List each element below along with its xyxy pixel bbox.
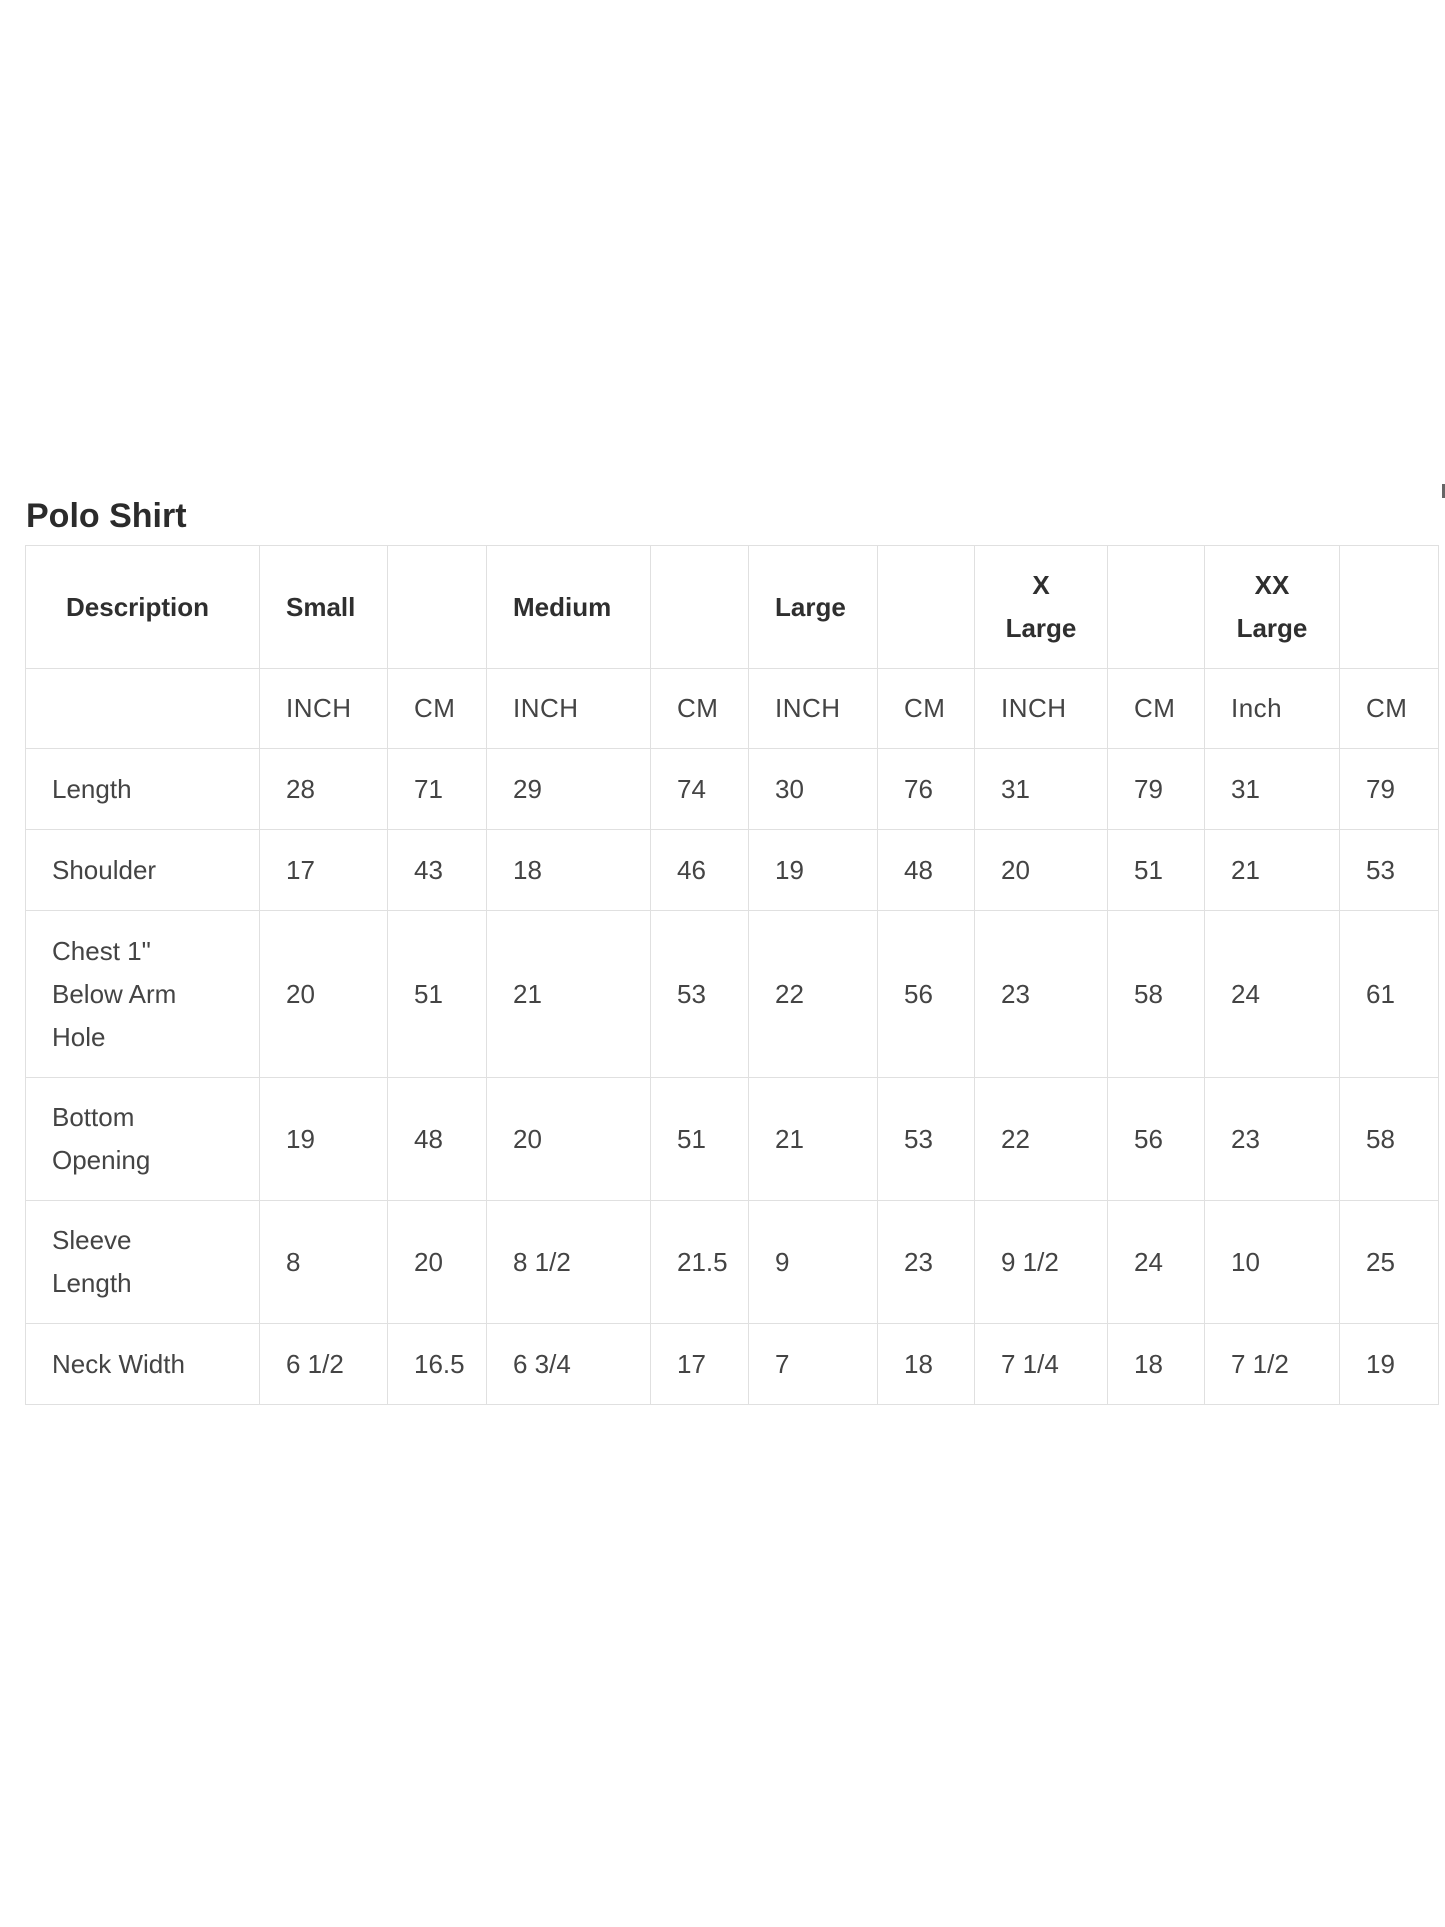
table-cell: 48 (388, 1078, 487, 1201)
unit-cell: INCH (749, 669, 878, 749)
table-row (26, 749, 1439, 830)
row-label: Neck Width (26, 1324, 260, 1405)
table-cell: 74 (651, 749, 749, 830)
table-cell: 46 (651, 830, 749, 911)
table-cell: 17 (651, 1324, 749, 1405)
table-cell: 21 (1205, 830, 1340, 911)
page-title: Polo Shirt (26, 497, 187, 535)
unit-cell: Inch (1205, 669, 1340, 749)
table-cell: 9 1/2 (975, 1201, 1108, 1324)
table-cell: 51 (1108, 830, 1205, 911)
table-cell: 18 (487, 830, 651, 911)
table-cell: 7 (749, 1324, 878, 1405)
table-row (26, 911, 1439, 1078)
header-cell-large: Large (749, 546, 878, 669)
size-header-row (26, 546, 1439, 669)
table-cell: 71 (388, 749, 487, 830)
unit-cell: CM (1108, 669, 1205, 749)
table-cell: 20 (260, 911, 388, 1078)
table-cell: 21.5 (651, 1201, 749, 1324)
header-cell-small: Small (260, 546, 388, 669)
table-cell: 51 (388, 911, 487, 1078)
table-cell: 79 (1108, 749, 1205, 830)
header-cell-blank (878, 546, 975, 669)
table-cell: 10 (1205, 1201, 1340, 1324)
table-cell: 23 (1205, 1078, 1340, 1201)
header-cell-blank (651, 546, 749, 669)
table-cell: 9 (749, 1201, 878, 1324)
table-cell: 19 (260, 1078, 388, 1201)
table-cell: 29 (487, 749, 651, 830)
table-cell: 56 (1108, 1078, 1205, 1201)
table-row (26, 830, 1439, 911)
table-cell: 79 (1340, 749, 1439, 830)
table-row (26, 1078, 1439, 1201)
table-cell: 30 (749, 749, 878, 830)
table-cell: 20 (975, 830, 1108, 911)
table-cell: 61 (1340, 911, 1439, 1078)
table-cell: 20 (388, 1201, 487, 1324)
table-cell: 20 (487, 1078, 651, 1201)
table-cell: 76 (878, 749, 975, 830)
table-cell: 22 (749, 911, 878, 1078)
table-cell: 53 (1340, 830, 1439, 911)
table-cell: 18 (878, 1324, 975, 1405)
table-cell: 22 (975, 1078, 1108, 1201)
table-cell: 8 (260, 1201, 388, 1324)
table-cell: 58 (1108, 911, 1205, 1078)
table-cell: 17 (260, 830, 388, 911)
row-label: Sleeve Length (26, 1201, 260, 1324)
table-cell: 19 (749, 830, 878, 911)
table-cell: 58 (1340, 1078, 1439, 1201)
row-label: Chest 1" Below Arm Hole (26, 911, 260, 1078)
unit-cell: INCH (487, 669, 651, 749)
table-cell: 19 (1340, 1324, 1439, 1405)
table-cell: 7 1/2 (1205, 1324, 1340, 1405)
unit-cell: CM (878, 669, 975, 749)
table-cell: 28 (260, 749, 388, 830)
table-cell: 53 (878, 1078, 975, 1201)
header-cell-xx-large: XX Large (1205, 546, 1340, 669)
size-chart-table (25, 545, 1439, 1405)
unit-cell: INCH (260, 669, 388, 749)
unit-header-row (26, 669, 1439, 749)
table-cell: 31 (1205, 749, 1340, 830)
table-cell: 8 1/2 (487, 1201, 651, 1324)
table-cell: 21 (487, 911, 651, 1078)
table-cell: 6 1/2 (260, 1324, 388, 1405)
table-cell: 23 (975, 911, 1108, 1078)
table-cell: 24 (1205, 911, 1340, 1078)
unit-cell-blank (26, 669, 260, 749)
header-cell-description: Description (26, 546, 260, 669)
table-cell: 6 3/4 (487, 1324, 651, 1405)
table-row (26, 1324, 1439, 1405)
row-label: Length (26, 749, 260, 830)
table-cell: 53 (651, 911, 749, 1078)
table-row (26, 1201, 1439, 1324)
table-cell: 24 (1108, 1201, 1205, 1324)
table-cell: 31 (975, 749, 1108, 830)
row-label: Bottom Opening (26, 1078, 260, 1201)
unit-cell: INCH (975, 669, 1108, 749)
unit-cell: CM (651, 669, 749, 749)
table-cell: 56 (878, 911, 975, 1078)
table-cell: 51 (651, 1078, 749, 1201)
header-cell-x-large: X Large (975, 546, 1108, 669)
table-cell: 7 1/4 (975, 1324, 1108, 1405)
header-cell-medium: Medium (487, 546, 651, 669)
table-cell: 23 (878, 1201, 975, 1324)
table-cell: 18 (1108, 1324, 1205, 1405)
header-cell-blank (388, 546, 487, 669)
table-cell: 21 (749, 1078, 878, 1201)
header-cell-blank (1340, 546, 1439, 669)
table-cell: 16.5 (388, 1324, 487, 1405)
table-cell: 48 (878, 830, 975, 911)
table-cell: 43 (388, 830, 487, 911)
unit-cell: CM (1340, 669, 1439, 749)
table-cell: 25 (1340, 1201, 1439, 1324)
unit-cell: CM (388, 669, 487, 749)
row-label: Shoulder (26, 830, 260, 911)
header-cell-blank (1108, 546, 1205, 669)
